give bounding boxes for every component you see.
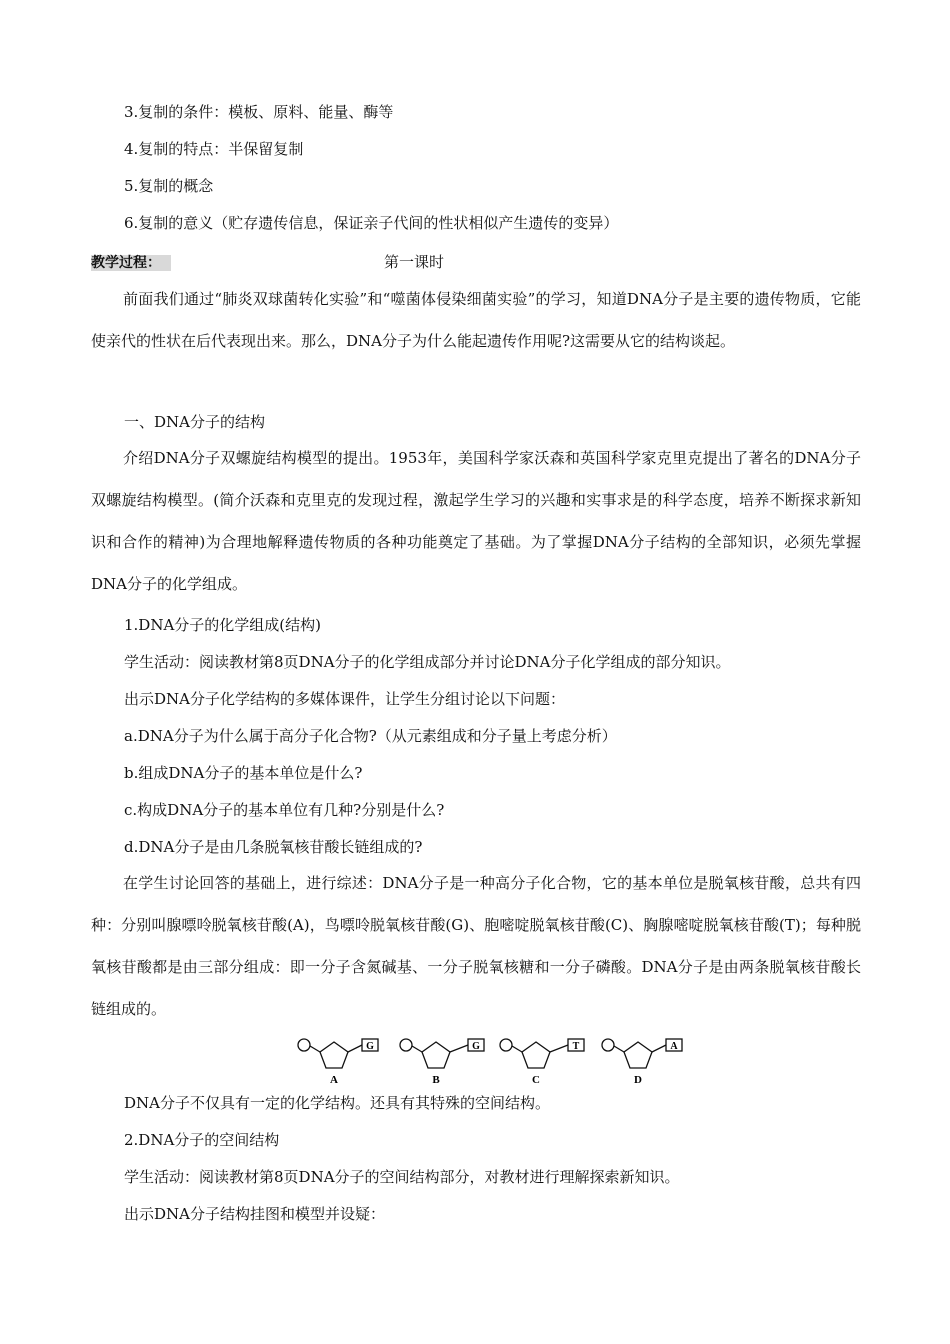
intro-paragraph: 前面我们通过“肺炎双球菌转化实验”和“噬菌体侵染细菌实验”的学习，知道DNA分子是主要的遗传物质，它能使亲代的性状在后代表现出来。那么，DNA分子为什么能起遗传作用呢?这需要从它的结构谈起。: [91, 290, 861, 350]
sugar-pentagon: [522, 1042, 550, 1068]
nucleotide-figure: [296, 1032, 696, 1088]
list-item-4: 4.复制的特点：半保留复制: [124, 140, 304, 158]
question-a: a.DNA分子为什么属于高分子化合物?（从元素组成和分子量上考虑分析）: [124, 727, 617, 745]
sugar-pentagon: [624, 1042, 652, 1068]
base-letter: G: [472, 1041, 480, 1052]
base-letter: G: [366, 1041, 374, 1052]
summary-paragraph: 在学生讨论回答的基础上，进行综述：DNA分子是一种高分子化合物，它的基本单位是脱氧核苷酸，总共有四种：分别叫腺嘌呤脱氧核苷酸(A)，鸟嘌呤脱氧核苷酸(G)、胞嘧啶脱氧核苷酸(C)、胸腺嘧啶脱氧核苷酸(T)；每种脱氧核苷酸都是由三部分组成：即一分子含氮碱基、一分子脱氧核糖和一分子磷酸。DNA分子是由两条脱氧核苷酸长链组成的。: [91, 874, 861, 1018]
phosphate-circle: [500, 1039, 512, 1051]
list-item-5: 5.复制的概念: [124, 177, 214, 195]
nucleotide-label: D: [634, 1074, 642, 1086]
sugar-pentagon: [320, 1042, 348, 1068]
heading-label: 教学过程：: [91, 255, 171, 271]
after-figure-text: DNA分子不仅具有一定的化学结构。还具有其特殊的空间结构。: [124, 1094, 550, 1112]
question-b: b.组成DNA分子的基本单位是什么?: [124, 764, 363, 782]
nucleotide-b: [400, 1039, 484, 1086]
sugar-pentagon: [422, 1042, 450, 1068]
lesson-title: 第一课时: [384, 253, 445, 271]
base-letter: A: [670, 1041, 678, 1052]
show2-text: 出示DNA分子结构挂图和模型并设疑：: [124, 1205, 385, 1223]
subsection2-heading: 2.DNA分子的空间结构: [124, 1131, 280, 1149]
nucleotide-a: [298, 1039, 378, 1086]
base-letter: T: [572, 1041, 580, 1052]
nucleotide-d: [602, 1039, 682, 1086]
subsection1-heading: 1.DNA分子的化学组成(结构): [124, 616, 322, 634]
nucleotide-label: A: [330, 1074, 338, 1086]
list-item-6: 6.复制的意义（贮存遗传信息，保证亲子代间的性状相似产生遗传的变异）: [124, 214, 619, 232]
phosphate-circle: [400, 1039, 412, 1051]
activity1-text: 学生活动：阅读教材第8页DNA分子的化学组成部分并讨论DNA分子化学组成的部分知识。: [124, 653, 731, 671]
phosphate-circle: [298, 1039, 310, 1051]
question-c: c.构成DNA分子的基本单位有几种?分别是什么?: [124, 801, 445, 819]
nucleotide-label: B: [432, 1074, 440, 1086]
activity2-text: 学生活动：阅读教材第8页DNA分子的空间结构部分，对教材进行理解探索新知识。: [124, 1168, 680, 1186]
teaching-process-heading: [91, 252, 171, 272]
list-item-3: 3.复制的条件：模板、原料、能量、酶等: [124, 103, 394, 121]
section1-heading: 一、DNA分子的结构: [124, 413, 265, 431]
section1-paragraph: 介绍DNA分子双螺旋结构模型的提出。1953年，美国科学家沃森和英国科学家克里克提出了著名的DNA分子双螺旋结构模型。(简介沃森和克里克的发现过程，激起学生学习的兴趣和实事求是的科学态度，培养不断探求新知识和合作的精神)为合理地解释遗传物质的各种功能奠定了基础。为了掌握DNA分子结构的全部知识，必须先掌握DNA分子的化学组成。: [91, 449, 861, 593]
nucleotide-label: C: [532, 1074, 540, 1086]
question-d: d.DNA分子是由几条脱氧核苷酸长链组成的?: [124, 838, 423, 856]
show1-text: 出示DNA分子化学结构的多媒体课件，让学生分组讨论以下问题：: [124, 690, 565, 708]
phosphate-circle: [602, 1039, 614, 1051]
nucleotide-c: [500, 1039, 584, 1086]
nucleotide-diagram: [296, 1032, 696, 1088]
